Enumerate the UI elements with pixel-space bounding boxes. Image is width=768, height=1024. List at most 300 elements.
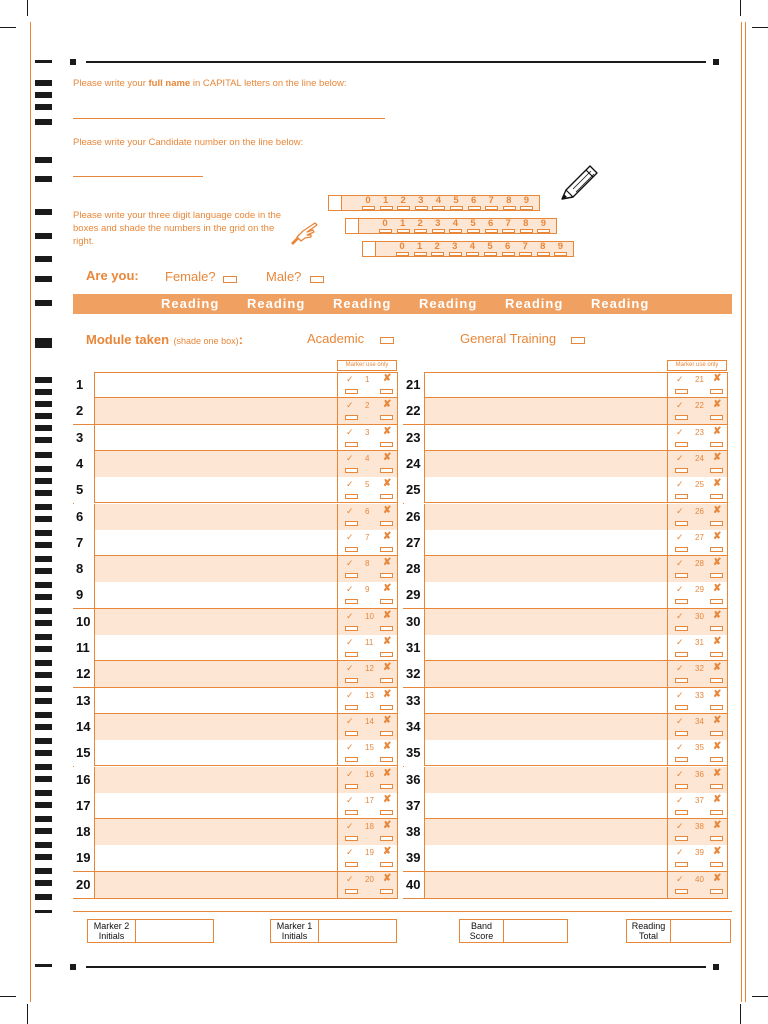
correct-bubble[interactable] xyxy=(345,442,358,447)
marker-question-number: 12 xyxy=(365,664,374,674)
general-training-label: General Training xyxy=(460,331,557,346)
incorrect-bubble[interactable] xyxy=(380,784,393,789)
answer-row xyxy=(403,609,728,635)
marker-cell xyxy=(337,477,397,503)
answer-field[interactable] xyxy=(425,845,667,871)
tick-icon: ✓ xyxy=(676,847,684,858)
correct-bubble[interactable] xyxy=(675,757,688,762)
digit-bubble[interactable] xyxy=(467,229,480,233)
answer-row xyxy=(73,819,398,845)
cross-icon: ✘ xyxy=(383,741,392,753)
tick-icon: ✓ xyxy=(676,452,684,463)
timing-mark xyxy=(35,209,52,215)
question-number: 28 xyxy=(403,556,425,582)
marker-2-initials-box[interactable]: Marker 2 Initials xyxy=(87,919,214,943)
correct-bubble[interactable] xyxy=(345,678,358,683)
timing-mark xyxy=(35,964,52,967)
correct-bubble[interactable] xyxy=(675,652,688,657)
incorrect-bubble[interactable] xyxy=(710,573,723,578)
cross-icon: ✘ xyxy=(383,451,392,463)
digit-bubble[interactable] xyxy=(466,252,479,256)
cross-icon: ✘ xyxy=(713,609,722,621)
answer-row xyxy=(403,793,728,819)
digit-label: 9 xyxy=(523,195,530,206)
digit-bubble[interactable] xyxy=(432,229,445,233)
digit-bubble[interactable] xyxy=(414,252,427,256)
incorrect-bubble[interactable] xyxy=(710,810,723,815)
correct-bubble[interactable] xyxy=(345,836,358,841)
question-number: 9 xyxy=(73,582,95,608)
answer-row xyxy=(73,661,398,687)
incorrect-bubble[interactable] xyxy=(710,731,723,736)
incorrect-bubble[interactable] xyxy=(710,678,723,683)
timing-mark xyxy=(35,894,52,900)
answer-field[interactable] xyxy=(95,504,337,530)
incorrect-bubble[interactable] xyxy=(380,731,393,736)
answer-field[interactable] xyxy=(95,635,337,661)
correct-bubble[interactable] xyxy=(345,573,358,578)
answer-field[interactable] xyxy=(95,582,337,608)
correct-bubble[interactable] xyxy=(675,442,688,447)
incorrect-bubble[interactable] xyxy=(710,889,723,894)
answer-field[interactable] xyxy=(425,451,667,477)
tick-icon: ✓ xyxy=(676,715,684,726)
correct-bubble[interactable] xyxy=(345,521,358,526)
crop-mark xyxy=(0,996,16,997)
incorrect-bubble[interactable] xyxy=(380,573,393,578)
correct-bubble[interactable] xyxy=(675,889,688,894)
digit-label: 0 xyxy=(365,195,371,206)
question-number: 18 xyxy=(73,819,95,845)
timing-mark xyxy=(35,724,52,730)
answer-field[interactable] xyxy=(425,661,667,687)
correct-bubble[interactable] xyxy=(675,573,688,578)
correct-bubble[interactable] xyxy=(345,494,358,499)
tick-icon: ✓ xyxy=(346,505,354,516)
question-number: 20 xyxy=(73,872,95,898)
answer-field[interactable] xyxy=(95,740,337,766)
incorrect-bubble[interactable] xyxy=(710,442,723,447)
answer-field[interactable] xyxy=(425,425,667,451)
answer-field[interactable] xyxy=(95,398,337,424)
female-checkbox[interactable] xyxy=(223,276,237,283)
digit-label: 2 xyxy=(400,195,406,206)
question-number: 12 xyxy=(73,661,95,687)
timing-mark xyxy=(35,256,52,262)
answer-field[interactable] xyxy=(425,530,667,556)
correct-bubble[interactable] xyxy=(345,652,358,657)
tick-icon: ✓ xyxy=(346,531,354,542)
correct-bubble[interactable] xyxy=(675,705,688,710)
timing-mark xyxy=(35,764,52,770)
correct-bubble[interactable] xyxy=(675,810,688,815)
answer-field[interactable] xyxy=(95,793,337,819)
answer-field[interactable] xyxy=(95,477,337,503)
cross-icon: ✘ xyxy=(713,872,722,884)
digit-bubble[interactable] xyxy=(449,252,462,256)
cross-icon: ✘ xyxy=(383,557,392,569)
tick-icon: ✓ xyxy=(346,400,354,411)
registration-dot xyxy=(70,964,76,970)
question-number: 26 xyxy=(403,504,425,530)
incorrect-bubble[interactable] xyxy=(380,521,393,526)
marker-cell xyxy=(337,425,397,451)
correct-bubble[interactable] xyxy=(675,862,688,867)
cross-icon: ✘ xyxy=(383,793,392,805)
answer-field[interactable] xyxy=(425,688,667,714)
answer-field[interactable] xyxy=(95,372,337,398)
question-number: 1 xyxy=(73,372,95,398)
correct-bubble[interactable] xyxy=(345,810,358,815)
digit-bubble[interactable] xyxy=(485,229,498,233)
crop-mark xyxy=(740,1004,741,1024)
answer-field[interactable] xyxy=(425,714,667,740)
question-number: 6 xyxy=(73,504,95,530)
academic-checkbox[interactable] xyxy=(380,337,394,344)
timing-mark xyxy=(35,437,52,443)
are-you-label: Are you: xyxy=(86,268,139,283)
answer-field[interactable] xyxy=(95,688,337,714)
marker-cell xyxy=(337,504,397,530)
answer-field[interactable] xyxy=(95,661,337,687)
timing-mark xyxy=(35,452,52,458)
incorrect-bubble[interactable] xyxy=(380,705,393,710)
digit-bubble[interactable] xyxy=(468,206,481,210)
timing-mark xyxy=(35,176,52,182)
tick-icon: ✓ xyxy=(676,531,684,542)
incorrect-bubble[interactable] xyxy=(380,468,393,473)
timing-mark xyxy=(35,530,52,536)
timing-mark xyxy=(35,338,52,348)
correct-bubble[interactable] xyxy=(345,731,358,736)
tick-icon: ✓ xyxy=(676,663,684,674)
answer-field[interactable] xyxy=(425,398,667,424)
answer-field[interactable] xyxy=(425,793,667,819)
incorrect-bubble[interactable] xyxy=(710,652,723,657)
digit-bubble[interactable] xyxy=(362,206,375,210)
marker-question-number: 1 xyxy=(365,375,370,384)
correct-bubble[interactable] xyxy=(675,678,688,683)
academic-label: Academic xyxy=(307,331,365,346)
incorrect-bubble[interactable] xyxy=(380,494,393,499)
timing-mark xyxy=(35,568,52,574)
incorrect-bubble[interactable] xyxy=(380,889,393,894)
incorrect-bubble[interactable] xyxy=(710,784,723,789)
marker-1-initials-box[interactable]: Marker 1 Initials xyxy=(270,919,397,943)
incorrect-bubble[interactable] xyxy=(380,626,393,631)
answer-field[interactable] xyxy=(425,635,667,661)
timing-mark xyxy=(35,80,52,86)
incorrect-bubble[interactable] xyxy=(710,468,723,473)
cross-icon: ✘ xyxy=(383,636,392,647)
marker-question-number: 10 xyxy=(365,611,374,621)
answer-field[interactable] xyxy=(95,530,337,556)
digit-label: 0 xyxy=(399,241,405,252)
cross-icon: ✘ xyxy=(713,820,722,832)
correct-bubble[interactable] xyxy=(345,757,358,762)
digit-bubble[interactable] xyxy=(449,229,462,233)
language-code-box[interactable] xyxy=(328,195,342,211)
incorrect-bubble[interactable] xyxy=(380,599,393,604)
correct-bubble[interactable] xyxy=(675,521,688,526)
digit-bubble[interactable] xyxy=(537,252,550,256)
answer-field[interactable] xyxy=(95,872,337,898)
registration-dot xyxy=(713,964,719,970)
digit-bubble[interactable] xyxy=(432,206,445,210)
answer-row xyxy=(73,504,398,530)
incorrect-bubble[interactable] xyxy=(710,599,723,604)
timing-mark xyxy=(35,802,52,808)
cross-icon: ✘ xyxy=(383,820,392,832)
incorrect-bubble[interactable] xyxy=(710,389,723,394)
answer-field[interactable] xyxy=(425,504,667,530)
answer-row xyxy=(403,635,728,661)
digit-bubble[interactable] xyxy=(485,206,498,210)
marker-question-number: 19 xyxy=(365,848,374,858)
marker-cell xyxy=(337,740,397,766)
answer-field[interactable] xyxy=(95,425,337,451)
marker-question-number: 13 xyxy=(365,690,374,700)
cross-icon: ✘ xyxy=(383,846,392,858)
correct-bubble[interactable] xyxy=(675,415,688,420)
question-number: 13 xyxy=(73,688,95,714)
question-number: 25 xyxy=(403,477,425,503)
incorrect-bubble[interactable] xyxy=(380,862,393,867)
reading-total-box[interactable]: Reading Total xyxy=(626,919,731,943)
correct-bubble[interactable] xyxy=(345,599,358,604)
name-line[interactable] xyxy=(73,118,385,119)
cross-icon: ✘ xyxy=(383,714,392,726)
digit-bubble[interactable] xyxy=(519,252,532,256)
digit-label: 2 xyxy=(434,241,440,252)
answer-field[interactable] xyxy=(95,609,337,635)
incorrect-bubble[interactable] xyxy=(380,442,393,447)
cross-icon: ✘ xyxy=(713,793,722,805)
tick-icon: ✓ xyxy=(346,479,354,490)
tick-icon: ✓ xyxy=(676,505,684,516)
cross-icon: ✘ xyxy=(383,609,392,621)
answer-field[interactable] xyxy=(425,477,667,503)
digit-bubble[interactable] xyxy=(431,252,444,256)
question-number: 15 xyxy=(73,740,95,766)
digit-bubble[interactable] xyxy=(397,229,410,233)
pencil-icon xyxy=(556,162,600,202)
digit-bubble[interactable] xyxy=(554,252,567,256)
correct-bubble[interactable] xyxy=(675,784,688,789)
marker-use-only-header: Marker use only xyxy=(337,360,397,371)
incorrect-bubble[interactable] xyxy=(380,547,393,552)
timing-mark xyxy=(35,542,52,548)
answer-field[interactable] xyxy=(425,872,667,898)
incorrect-bubble[interactable] xyxy=(380,810,393,815)
correct-bubble[interactable] xyxy=(675,836,688,841)
digit-label: 8 xyxy=(540,241,546,252)
correct-bubble[interactable] xyxy=(675,494,688,499)
digit-label: 8 xyxy=(506,195,512,206)
answer-row xyxy=(403,556,728,582)
question-number: 29 xyxy=(403,582,425,608)
digit-label: 5 xyxy=(470,218,476,229)
digit-bubble[interactable] xyxy=(380,206,393,210)
digit-bubble[interactable] xyxy=(397,206,410,210)
incorrect-bubble[interactable] xyxy=(710,626,723,631)
correct-bubble[interactable] xyxy=(345,389,358,394)
digit-bubble[interactable] xyxy=(396,252,409,256)
answer-field[interactable] xyxy=(425,609,667,635)
crop-mark xyxy=(752,27,768,28)
question-number: 30 xyxy=(403,609,425,635)
correct-bubble[interactable] xyxy=(345,547,358,552)
incorrect-bubble[interactable] xyxy=(380,836,393,841)
digit-bubble[interactable] xyxy=(520,206,533,210)
incorrect-bubble[interactable] xyxy=(710,836,723,841)
digit-bubble[interactable] xyxy=(484,252,497,256)
correct-bubble[interactable] xyxy=(675,468,688,473)
answer-row xyxy=(73,793,398,819)
timing-mark xyxy=(35,233,52,239)
marker-cell xyxy=(337,767,397,793)
answer-field[interactable] xyxy=(95,819,337,845)
answer-field[interactable] xyxy=(95,714,337,740)
tick-icon: ✓ xyxy=(346,374,354,384)
question-number: 27 xyxy=(403,530,425,556)
correct-bubble[interactable] xyxy=(345,889,358,894)
tick-icon: ✓ xyxy=(346,768,354,779)
incorrect-bubble[interactable] xyxy=(710,705,723,710)
question-number: 39 xyxy=(403,845,425,871)
incorrect-bubble[interactable] xyxy=(710,494,723,499)
answer-row xyxy=(73,372,398,398)
correct-bubble[interactable] xyxy=(345,862,358,867)
timing-mark xyxy=(35,60,52,63)
incorrect-bubble[interactable] xyxy=(380,389,393,394)
marker-question-number: 8 xyxy=(365,559,370,569)
timing-mark xyxy=(35,910,52,913)
correct-bubble[interactable] xyxy=(345,626,358,631)
marker-cell xyxy=(667,688,727,714)
incorrect-bubble[interactable] xyxy=(380,415,393,420)
answer-field[interactable] xyxy=(425,740,667,766)
incorrect-bubble[interactable] xyxy=(710,757,723,762)
answer-row xyxy=(403,661,728,687)
candidate-number-line[interactable] xyxy=(73,176,203,177)
marker-question-number: 31 xyxy=(695,638,704,647)
tick-icon: ✓ xyxy=(676,584,684,595)
answer-row xyxy=(73,740,398,766)
correct-bubble[interactable] xyxy=(675,731,688,736)
tick-icon: ✓ xyxy=(676,689,684,700)
digit-bubble[interactable] xyxy=(520,229,533,233)
digit-label: 3 xyxy=(435,218,441,229)
digit-bubble[interactable] xyxy=(502,229,515,233)
question-number: 24 xyxy=(403,451,425,477)
cross-icon: ✘ xyxy=(383,767,392,779)
bottom-rule xyxy=(86,966,706,968)
question-number: 11 xyxy=(73,635,95,661)
answer-field[interactable] xyxy=(425,819,667,845)
timing-mark xyxy=(35,646,52,652)
marker-question-number: 29 xyxy=(695,585,704,595)
digit-bubble[interactable] xyxy=(537,229,550,233)
band-word: Reading xyxy=(161,296,220,311)
marker-question-number: 26 xyxy=(695,506,704,516)
marker-cell xyxy=(667,582,727,608)
digit-label: 9 xyxy=(557,241,564,252)
incorrect-bubble[interactable] xyxy=(380,652,393,657)
correct-bubble[interactable] xyxy=(675,626,688,631)
correct-bubble[interactable] xyxy=(345,705,358,710)
language-code-box[interactable] xyxy=(362,241,376,257)
correct-bubble[interactable] xyxy=(345,468,358,473)
answer-field[interactable] xyxy=(95,845,337,871)
correct-bubble[interactable] xyxy=(675,599,688,604)
digit-bubble[interactable] xyxy=(414,229,427,233)
marker-question-number: 11 xyxy=(365,638,374,647)
digit-label: 7 xyxy=(522,241,528,252)
incorrect-bubble[interactable] xyxy=(710,862,723,867)
digit-bubble[interactable] xyxy=(503,206,516,210)
tick-icon: ✓ xyxy=(346,426,354,437)
question-number: 32 xyxy=(403,661,425,687)
marker-question-number: 23 xyxy=(695,427,704,437)
correct-bubble[interactable] xyxy=(675,547,688,552)
module-taken-label: Module taken (shade one box): xyxy=(86,332,243,347)
male-label: Male? xyxy=(266,269,302,284)
answer-row xyxy=(403,372,728,398)
correct-bubble[interactable] xyxy=(345,415,358,420)
answer-field[interactable] xyxy=(95,767,337,793)
digit-bubble[interactable] xyxy=(502,252,515,256)
marker-question-number: 17 xyxy=(365,795,374,805)
name-prompt: Please write your full name in CAPITAL letters on the line below: xyxy=(73,78,347,89)
timing-mark xyxy=(35,504,52,510)
answer-field[interactable] xyxy=(425,582,667,608)
answer-row xyxy=(403,530,728,556)
question-number: 3 xyxy=(73,425,95,451)
marker-question-number: 37 xyxy=(695,795,704,805)
answer-field[interactable] xyxy=(425,767,667,793)
answer-field[interactable] xyxy=(95,556,337,582)
incorrect-bubble[interactable] xyxy=(380,678,393,683)
correct-bubble[interactable] xyxy=(675,389,688,394)
incorrect-bubble[interactable] xyxy=(710,547,723,552)
digit-bubble[interactable] xyxy=(450,206,463,210)
general-training-checkbox[interactable] xyxy=(571,337,585,344)
answer-field[interactable] xyxy=(425,372,667,398)
candidate-prompt: Please write your Candidate number on the line below: xyxy=(73,137,304,148)
answer-row xyxy=(403,872,728,898)
incorrect-bubble[interactable] xyxy=(380,757,393,762)
question-number: 17 xyxy=(73,793,95,819)
marker-cell xyxy=(337,661,397,687)
male-checkbox[interactable] xyxy=(310,276,324,283)
language-code-box[interactable] xyxy=(345,218,359,234)
correct-bubble[interactable] xyxy=(345,784,358,789)
left-margin-rule xyxy=(30,22,31,1002)
incorrect-bubble[interactable] xyxy=(710,521,723,526)
female-label: Female? xyxy=(165,269,216,284)
digit-bubble[interactable] xyxy=(415,206,428,210)
timing-mark xyxy=(35,854,52,860)
digit-bubble[interactable] xyxy=(379,229,392,233)
question-number: 35 xyxy=(403,740,425,766)
answer-field[interactable] xyxy=(425,556,667,582)
timing-mark xyxy=(35,466,52,472)
answer-row xyxy=(403,767,728,793)
incorrect-bubble[interactable] xyxy=(710,415,723,420)
answer-field[interactable] xyxy=(95,451,337,477)
band-score-box[interactable]: Band Score xyxy=(459,919,568,943)
